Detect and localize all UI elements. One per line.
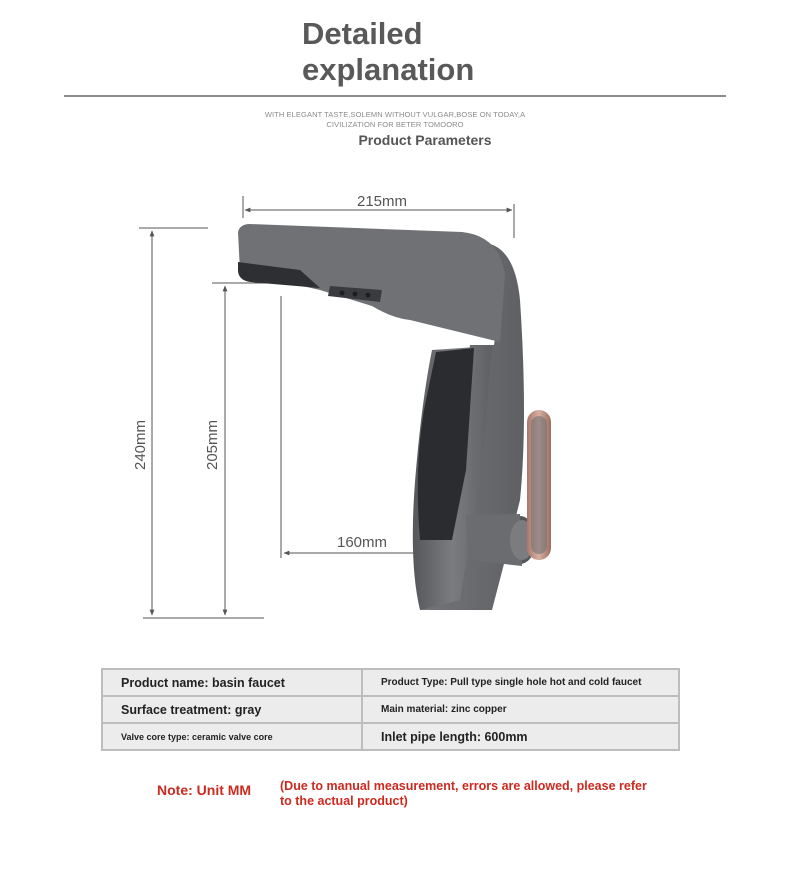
tagline (250, 110, 540, 130)
param-main-material: Main material: zinc copper (362, 696, 679, 723)
param-product-type: Product Type: Pull type single hole hot and cold faucet (362, 669, 679, 696)
param-surface-treatment: Surface treatment: gray (102, 696, 362, 723)
dim-height-total-label: 240mm (132, 419, 149, 471)
page-title (302, 16, 474, 88)
table-row (102, 696, 679, 723)
dimension-height-total (132, 228, 264, 618)
dim-height-spout-label: 205mm (204, 419, 221, 471)
tagline-line-2: CIVILIZATION FOR BETER TOMOORO (326, 120, 464, 129)
dim-reach-label: 160mm (336, 534, 388, 551)
tagline-line-1: WITH ELEGANT TASTE,SOLEMN WITHOUT VULGAR,BOSE ON TODAY,A (264, 110, 526, 119)
faucet-dimension-drawing (0, 180, 790, 650)
table-row (102, 669, 679, 696)
dimension-height-spout (204, 283, 282, 615)
note-label: Note: Unit MM (157, 782, 252, 798)
param-valve-core: Valve core type: ceramic valve core (102, 723, 362, 750)
section-subtitle: Product Parameters (358, 132, 492, 148)
title-line-2: explanation (302, 52, 475, 87)
table-row (102, 723, 679, 750)
param-inlet-pipe: Inlet pipe length: 600mm (362, 723, 679, 750)
dim-width-label: 215mm (356, 193, 408, 210)
note-text: (Due to manual measurement, errors are allowed, please refer to the actual product) (280, 779, 647, 808)
divider (64, 95, 726, 97)
param-product-name: Product name: basin faucet (102, 669, 362, 696)
faucet-illustration (238, 224, 551, 610)
parameters-table (101, 668, 680, 751)
title-line-1: Detailed (302, 16, 423, 51)
